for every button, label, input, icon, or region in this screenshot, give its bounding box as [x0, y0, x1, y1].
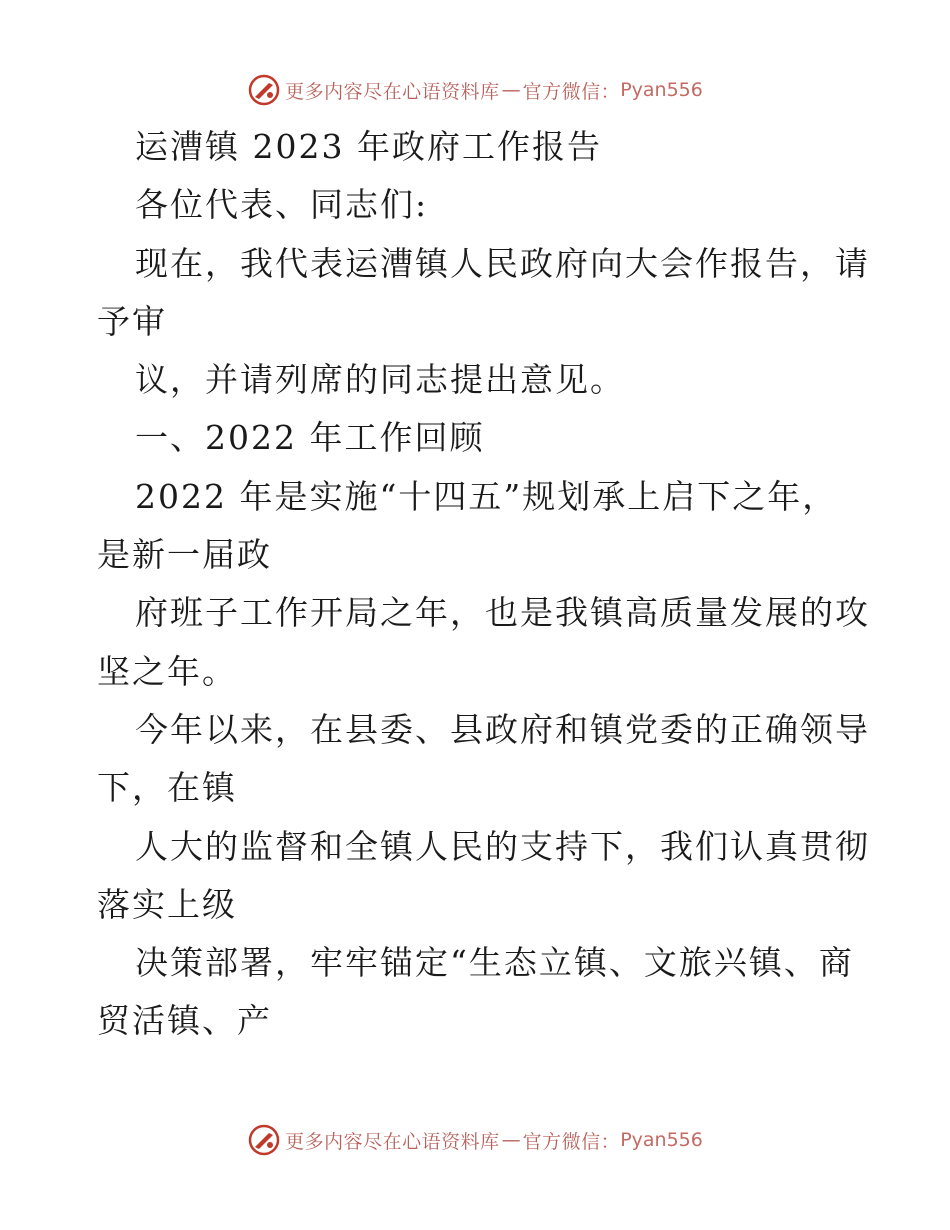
watermark-label: 官方微信： — [522, 1130, 621, 1153]
document-line: 予审 — [97, 301, 167, 341]
document-line: 运漕镇 2023 年政府工作报告 — [135, 127, 602, 166]
document-line: 一、2022 年工作回顾 — [135, 418, 485, 458]
document-line: 贸活镇、产 — [97, 1001, 272, 1041]
watermark-account: Pyan556 — [620, 1129, 703, 1151]
brand-logo-icon — [247, 1123, 281, 1157]
watermark-text: 更多内容尽在心语资料库 — [285, 80, 500, 103]
document-line: 是新一届政 — [97, 535, 272, 575]
document-line: 府班子工作开局之年，也是我镇高质量发展的攻 — [135, 593, 870, 633]
document-line: 坚之年。 — [97, 651, 237, 691]
document-line: 2022 年是实施“十四五”规划承上启下之年， — [135, 476, 838, 516]
document-line: 今年以来，在县委、县政府和镇党委的正确领导 — [135, 709, 870, 749]
document-line: 落实上级 — [97, 884, 237, 924]
document-line: 下，在镇 — [97, 768, 237, 808]
document-line: 人大的监督和全镇人民的支持下，我们认真贯彻 — [135, 826, 870, 866]
footer-watermark — [0, 1120, 950, 1160]
watermark-dash: — — [501, 79, 521, 101]
document-line: 议，并请列席的同志提出意见。 — [135, 360, 625, 400]
header-watermark — [0, 70, 950, 110]
document-line: 各位代表、同志们: — [135, 185, 429, 225]
document-line: 现在，我代表运漕镇人民政府向大会作报告，请 — [135, 243, 870, 283]
watermark-text: 更多内容尽在心语资料库 — [285, 1130, 500, 1153]
watermark-account: Pyan556 — [620, 79, 703, 101]
document-line: 决策部署，牢牢锚定“生态立镇、文旅兴镇、商 — [135, 943, 854, 983]
watermark-dash: — — [501, 1129, 521, 1151]
watermark-label: 官方微信： — [522, 80, 621, 103]
brand-logo-icon — [247, 73, 281, 107]
document-body — [97, 118, 870, 1051]
